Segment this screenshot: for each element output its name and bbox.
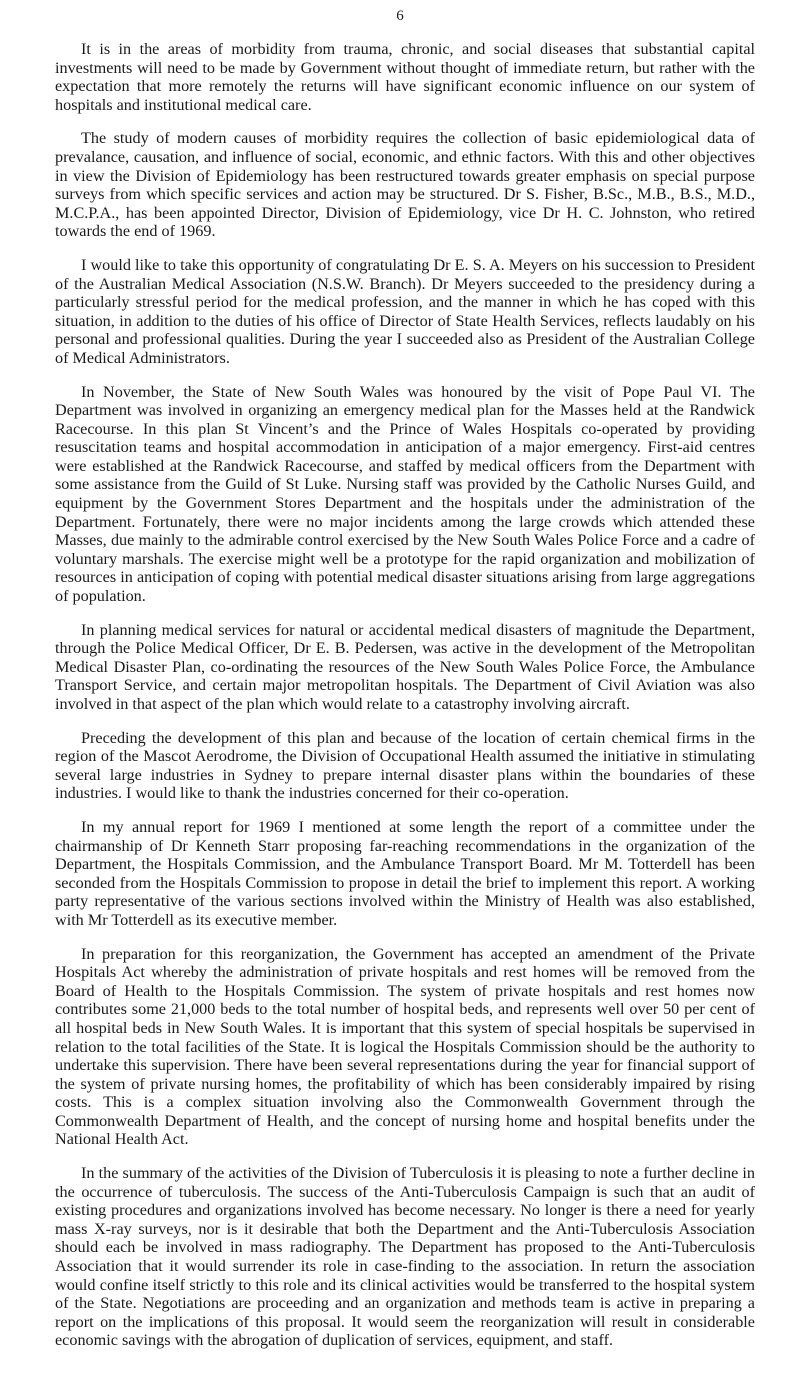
paragraph-epidemiology: The study of modern causes of morbidity requires the collection of basic epidemiological data of prevalance, causation, and influence of social, economic, and ethnic factors. With this and other objectives in view the Division of Epidemiology has been restructured towards greater emphasis on special purpose surveys from which specific services and action may be structured. Dr S. Fisher, B.Sc., M.B., B.S., M.D., M.C.P.A., has been appointed Director, Division of Epidemiology, vice Dr H. C. Johnston, who retired towards the end of 1969. — [55, 129, 755, 241]
paragraph-morbidity-investment: It is in the areas of morbidity from trauma, chronic, and social diseases that substantial capital investments will need to be made by Government without thought of immediate return, but rather with the expectation that more remotely the returns will have significant economic influence on our system of hospitals and institutional medical care. — [55, 40, 755, 114]
paragraph-meyers-congratulation: I would like to take this opportunity of congratulating Dr E. S. A. Meyers on his succession to President of the Australian Medical Association (N.S.W. Branch). Dr Meyers succeeded to the presidency during a particularly stressful period for the medical profession, and the manner in which he has coped with this situation, in addition to the duties of his office of Director of State Health Services, reflects laudably on his personal and professional qualities. During the year I succeeded also as President of the Australian College of Medical Administrators. — [55, 255, 755, 367]
paragraph-private-hospitals: In preparation for this reorganization, the Government has accepted an amendment of the Private Hospitals Act whereby the administration of private hospitals and rest homes will be removed from the Board of Health to the Hospitals Commission. The system of private hospitals and rest homes now contributes some 21,000 beds to the total number of hospital beds, and represents well over 50 per cent of all hospital beds in New South Wales. It is important that this system of special hospitals be supervised in relation to the total facilities of the State. It is logical the Hospitals Commission should be the authority to undertake this supervision. There have been several representations during the year for financial support of the system of private nursing homes, the profitability of which has been considerably impaired by rising costs. This is a complex situation involving also the Commonwealth Government through the Commonwealth Department of Health, and the concept of nursing home and hospital benefits under the National Health Act. — [55, 944, 755, 1149]
paragraph-papal-visit: In November, the State of New South Wales was honoured by the visit of Pope Paul VI. The Department was involved in organizing an emergency medical plan for the Masses held at the Randwick Racecourse. In this plan St Vincent’s and the Prince of Wales Hospitals co-operated by providing resuscitation teams and hospital accommodation in anticipation of a major emergency. First-aid centres were established at the Randwick Racecourse, and staffed by medical officers from the Department with some assistance from the Guild of St Luke. Nursing staff was provided by the Catholic Nurses Guild, and equipment by the Government Stores Department and the hospitals under the administration of the Department. Fortunately, there were no major incidents among the large crowds which attended these Masses, due mainly to the admirable control exercised by the New South Wales Police Force and a cadre of voluntary marshals. The exercise might well be a prototype for the rapid organization and mobilization of resources in anticipation of coping with potential medical disaster situations arising from large aggregations of population. — [55, 382, 755, 606]
paragraph-industrial-disaster-plans: Preceding the development of this plan and because of the location of certain chemical firms in the region of the Mascot Aerodrome, the Division of Occupational Health assumed the initiative in stimulating several large industries in Sydney to prepare internal disaster plans within the boundaries of these industries. I would like to thank the industries concerned for their co-operation. — [55, 728, 755, 803]
paragraph-disaster-plan: In planning medical services for natural or accidental medical disasters of magnitude the Department, through the Police Medical Officer, Dr E. B. Pedersen, was active in the development of the Metropolitan Medical Disaster Plan, co-ordinating the resources of the New South Wales Police Force, the Ambulance Transport Service, and certain major metropolitan hospitals. The Department of Civil Aviation was also involved in that aspect of the plan which would relate to a catastrophy involving aircraft. — [55, 620, 755, 713]
paragraph-tuberculosis: In the summary of the activities of the Division of Tuberculosis it is pleasing to note a further decline in the occurrence of tuberculosis. The success of the Anti-Tuberculosis Campaign is such that an audit of existing procedures and organizations involved has become necessary. No longer is there a need for yearly mass X-ray surveys, nor is it desirable that both the Department and the Anti-Tuberculosis Association should each be involved in mass radiography. The Department has proposed to the Anti-Tuberculosis Association that it would surrender its role in case-finding to the association. In return the association would confine itself strictly to this role and its clinical activities would be transferred to the hospital system of the State. Negotiations are proceeding and an organization and methods team is active in preparing a report on the implications of this proposal. It would seem the reorganization will result in considerable economic savings with the abrogation of duplication of services, equipment, and staff. — [55, 1164, 755, 1350]
paragraph-starr-committee: In my annual report for 1969 I mentioned at some length the report of a committee under the chairmanship of Dr Kenneth Starr proposing far-reaching recommendations in the organization of the Department, the Hospitals Commission, and the Ambulance Transport Board. Mr M. Totterdell has been seconded from the Hospitals Commission to propose in detail the brief to implement this report. A working party representative of the various sections involved within the Ministry of Health was also established, with Mr Totterdell as its executive member. — [55, 817, 755, 929]
page-number: 6 — [396, 8, 404, 24]
report-body — [55, 40, 755, 1365]
